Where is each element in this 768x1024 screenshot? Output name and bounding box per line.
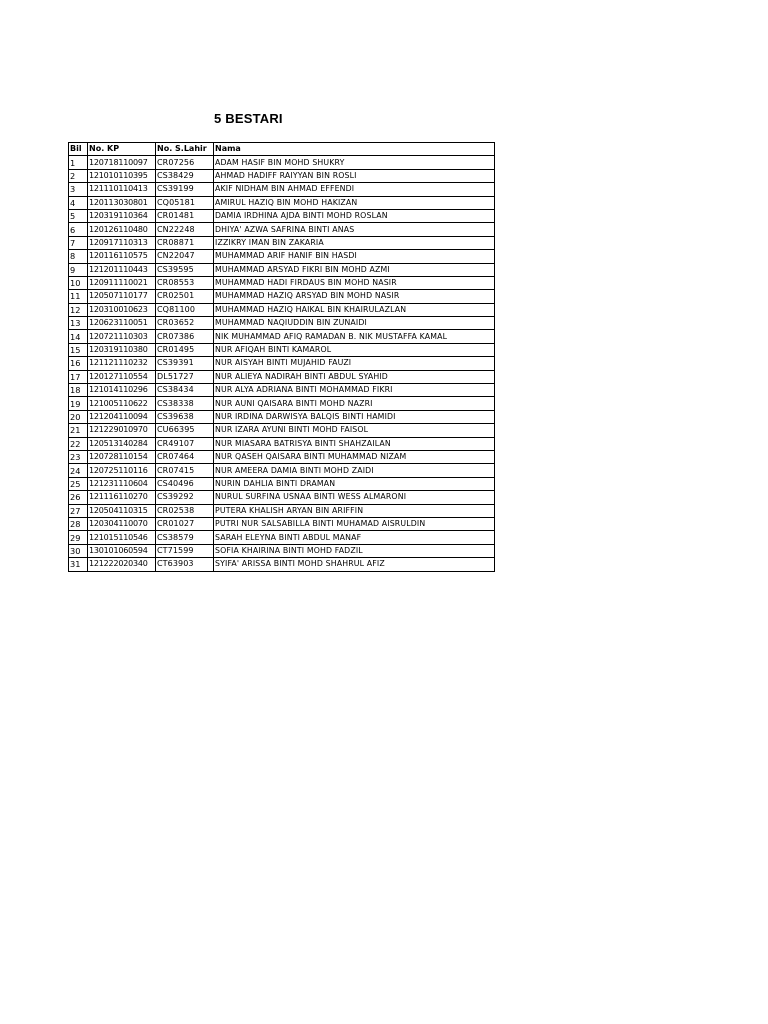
student-name-cell: MUHAMMAD HADI FIRDAUS BIN MOHD NASIR	[214, 276, 495, 289]
student-name-cell: IZZIKRY IMAN BIN ZAKARIA	[214, 236, 495, 249]
student-name-cell: AHMAD HADIFF RAIYYAN BIN ROSLI	[214, 169, 495, 182]
column-header-no-kp: No. KP	[88, 143, 156, 156]
birth-cert-number-cell: CS38429	[156, 169, 214, 182]
birth-cert-number-cell: CR02538	[156, 504, 214, 517]
row-number-cell: 31	[69, 558, 88, 571]
table-row	[69, 370, 495, 383]
table-row	[69, 330, 495, 343]
ic-number-cell: 121204110094	[88, 410, 156, 423]
ic-number-cell: 120728110154	[88, 450, 156, 463]
table-header-row	[69, 143, 495, 156]
birth-cert-number-cell: CR07386	[156, 330, 214, 343]
table-row	[69, 303, 495, 316]
birth-cert-number-cell: CS39199	[156, 183, 214, 196]
student-name-cell: AMIRUL HAZIQ BIN MOHD HAKIZAN	[214, 196, 495, 209]
row-number-cell: 3	[69, 183, 88, 196]
birth-cert-number-cell: CR01481	[156, 209, 214, 222]
table-row	[69, 558, 495, 571]
birth-cert-number-cell: CR03652	[156, 317, 214, 330]
row-number-cell: 29	[69, 531, 88, 544]
page-title: 5 BESTARI	[214, 111, 283, 126]
birth-cert-number-cell: CR49107	[156, 437, 214, 450]
birth-cert-number-cell: CR07256	[156, 156, 214, 169]
ic-number-cell: 130101060594	[88, 544, 156, 557]
birth-cert-number-cell: CR01495	[156, 343, 214, 356]
table-row	[69, 169, 495, 182]
row-number-cell: 7	[69, 236, 88, 249]
row-number-cell: 23	[69, 450, 88, 463]
ic-number-cell: 121015110546	[88, 531, 156, 544]
ic-number-cell: 120504110315	[88, 504, 156, 517]
row-number-cell: 28	[69, 517, 88, 530]
ic-number-cell: 120507110177	[88, 290, 156, 303]
row-number-cell: 6	[69, 223, 88, 236]
birth-cert-number-cell: CS38579	[156, 531, 214, 544]
table-row	[69, 290, 495, 303]
birth-cert-number-cell: CR02501	[156, 290, 214, 303]
ic-number-cell: 120725110116	[88, 464, 156, 477]
ic-number-cell: 121005110622	[88, 397, 156, 410]
column-header-bil: Bil	[69, 143, 88, 156]
ic-number-cell: 121222020340	[88, 558, 156, 571]
table-row	[69, 504, 495, 517]
ic-number-cell: 121116110270	[88, 491, 156, 504]
birth-cert-number-cell: CR08871	[156, 236, 214, 249]
table-row	[69, 397, 495, 410]
column-header-nama: Nama	[214, 143, 495, 156]
student-name-cell: NUR ALIEYA NADIRAH BINTI ABDUL SYAHID	[214, 370, 495, 383]
student-name-cell: NURIN DAHLIA BINTI DRAMAN	[214, 477, 495, 490]
table-row	[69, 544, 495, 557]
student-name-cell: NUR IZARA AYUNI BINTI MOHD FAISOL	[214, 424, 495, 437]
student-name-cell: NUR QASEH QAISARA BINTI MUHAMMAD NIZAM	[214, 450, 495, 463]
row-number-cell: 12	[69, 303, 88, 316]
ic-number-cell: 120917110313	[88, 236, 156, 249]
table-row	[69, 464, 495, 477]
ic-number-cell: 120513140284	[88, 437, 156, 450]
table-row	[69, 531, 495, 544]
ic-number-cell: 121121110232	[88, 357, 156, 370]
birth-cert-number-cell: CT71599	[156, 544, 214, 557]
table-row	[69, 276, 495, 289]
table-body	[69, 156, 495, 571]
row-number-cell: 20	[69, 410, 88, 423]
student-name-cell: NUR MIASARA BATRISYA BINTI SHAHZAILAN	[214, 437, 495, 450]
student-name-cell: ADAM HASIF BIN MOHD SHUKRY	[214, 156, 495, 169]
student-name-cell: NIK MUHAMMAD AFIQ RAMADAN B. NIK MUSTAFFA KAMAL	[214, 330, 495, 343]
ic-number-cell: 121229010970	[88, 424, 156, 437]
ic-number-cell: 120718110097	[88, 156, 156, 169]
row-number-cell: 9	[69, 263, 88, 276]
row-number-cell: 17	[69, 370, 88, 383]
student-name-cell: MUHAMMAD HAZIQ ARSYAD BIN MOHD NASIR	[214, 290, 495, 303]
table-row	[69, 209, 495, 222]
student-name-cell: MUHAMMAD ARSYAD FIKRI BIN MOHD AZMI	[214, 263, 495, 276]
ic-number-cell: 120721110303	[88, 330, 156, 343]
row-number-cell: 4	[69, 196, 88, 209]
table-row	[69, 183, 495, 196]
table-row	[69, 250, 495, 263]
ic-number-cell: 120113030801	[88, 196, 156, 209]
ic-number-cell: 120304110070	[88, 517, 156, 530]
table-row	[69, 437, 495, 450]
row-number-cell: 25	[69, 477, 88, 490]
student-name-cell: SOFIA KHAIRINA BINTI MOHD FADZIL	[214, 544, 495, 557]
student-name-cell: NUR ALYA ADRIANA BINTI MOHAMMAD FIKRI	[214, 384, 495, 397]
ic-number-cell: 120127110554	[88, 370, 156, 383]
student-name-cell: NUR AMEERA DAMIA BINTI MOHD ZAIDI	[214, 464, 495, 477]
table-row	[69, 317, 495, 330]
birth-cert-number-cell: CR07464	[156, 450, 214, 463]
student-name-cell: MUHAMMAD HAZIQ HAIKAL BIN KHAIRULAZLAN	[214, 303, 495, 316]
row-number-cell: 21	[69, 424, 88, 437]
column-header-no-lahir: No. S.Lahir	[156, 143, 214, 156]
ic-number-cell: 120116110575	[88, 250, 156, 263]
student-name-cell: DAMIA IRDHINA AJDA BINTI MOHD ROSLAN	[214, 209, 495, 222]
row-number-cell: 30	[69, 544, 88, 557]
row-number-cell: 22	[69, 437, 88, 450]
table-row	[69, 491, 495, 504]
ic-number-cell: 120319110364	[88, 209, 156, 222]
student-name-cell: PUTERA KHALISH ARYAN BIN ARIFFIN	[214, 504, 495, 517]
birth-cert-number-cell: CS39292	[156, 491, 214, 504]
ic-number-cell: 120310010623	[88, 303, 156, 316]
birth-cert-number-cell: CR07415	[156, 464, 214, 477]
row-number-cell: 13	[69, 317, 88, 330]
table-row	[69, 477, 495, 490]
birth-cert-number-cell: CR08553	[156, 276, 214, 289]
row-number-cell: 18	[69, 384, 88, 397]
student-name-cell: NUR AISYAH BINTI MUJAHID FAUZI	[214, 357, 495, 370]
student-name-cell: NUR AUNI QAISARA BINTI MOHD NAZRI	[214, 397, 495, 410]
row-number-cell: 10	[69, 276, 88, 289]
birth-cert-number-cell: CQ81100	[156, 303, 214, 316]
birth-cert-number-cell: CQ05181	[156, 196, 214, 209]
ic-number-cell: 121110110413	[88, 183, 156, 196]
student-name-cell: SARAH ELEYNA BINTI ABDUL MANAF	[214, 531, 495, 544]
row-number-cell: 14	[69, 330, 88, 343]
row-number-cell: 2	[69, 169, 88, 182]
student-name-cell: NUR AFIQAH BINTI KAMAROL	[214, 343, 495, 356]
student-name-cell: MUHAMMAD NAQIUDDIN BIN ZUNAIDI	[214, 317, 495, 330]
ic-number-cell: 121010110395	[88, 169, 156, 182]
table-row	[69, 357, 495, 370]
student-name-cell: NURUL SURFINA USNAA BINTI WESS ALMARONI	[214, 491, 495, 504]
table-row	[69, 223, 495, 236]
birth-cert-number-cell: CS39391	[156, 357, 214, 370]
table-row	[69, 263, 495, 276]
student-name-cell: NUR IRDINA DARWISYA BALQIS BINTI HAMIDI	[214, 410, 495, 423]
table-row	[69, 236, 495, 249]
table-row	[69, 450, 495, 463]
table-row	[69, 424, 495, 437]
birth-cert-number-cell: CS40496	[156, 477, 214, 490]
row-number-cell: 16	[69, 357, 88, 370]
student-name-cell: SYIFA' ARISSA BINTI MOHD SHAHRUL AFIZ	[214, 558, 495, 571]
birth-cert-number-cell: CR01027	[156, 517, 214, 530]
birth-cert-number-cell: DL51727	[156, 370, 214, 383]
row-number-cell: 11	[69, 290, 88, 303]
student-name-cell: DHIYA' AZWA SAFRINA BINTI ANAS	[214, 223, 495, 236]
student-name-cell: MUHAMMAD ARIF HANIF BIN HASDI	[214, 250, 495, 263]
row-number-cell: 24	[69, 464, 88, 477]
ic-number-cell: 120126110480	[88, 223, 156, 236]
ic-number-cell: 120911110021	[88, 276, 156, 289]
birth-cert-number-cell: CU66395	[156, 424, 214, 437]
row-number-cell: 27	[69, 504, 88, 517]
row-number-cell: 5	[69, 209, 88, 222]
birth-cert-number-cell: CN22248	[156, 223, 214, 236]
birth-cert-number-cell: CS38338	[156, 397, 214, 410]
birth-cert-number-cell: CS39595	[156, 263, 214, 276]
table-row	[69, 156, 495, 169]
row-number-cell: 19	[69, 397, 88, 410]
student-name-cell: PUTRI NUR SALSABILLA BINTI MUHAMAD AISRULDIN	[214, 517, 495, 530]
ic-number-cell: 121014110296	[88, 384, 156, 397]
table-row	[69, 517, 495, 530]
table-row	[69, 196, 495, 209]
row-number-cell: 8	[69, 250, 88, 263]
row-number-cell: 15	[69, 343, 88, 356]
table-row	[69, 384, 495, 397]
birth-cert-number-cell: CT63903	[156, 558, 214, 571]
table-row	[69, 343, 495, 356]
ic-number-cell: 120623110051	[88, 317, 156, 330]
birth-cert-number-cell: CS38434	[156, 384, 214, 397]
birth-cert-number-cell: CS39638	[156, 410, 214, 423]
table-row	[69, 410, 495, 423]
row-number-cell: 26	[69, 491, 88, 504]
student-roster-table	[68, 142, 495, 572]
ic-number-cell: 121201110443	[88, 263, 156, 276]
ic-number-cell: 121231110604	[88, 477, 156, 490]
ic-number-cell: 120319110380	[88, 343, 156, 356]
student-name-cell: AKIF NIDHAM BIN AHMAD EFFENDI	[214, 183, 495, 196]
birth-cert-number-cell: CN22047	[156, 250, 214, 263]
row-number-cell: 1	[69, 156, 88, 169]
